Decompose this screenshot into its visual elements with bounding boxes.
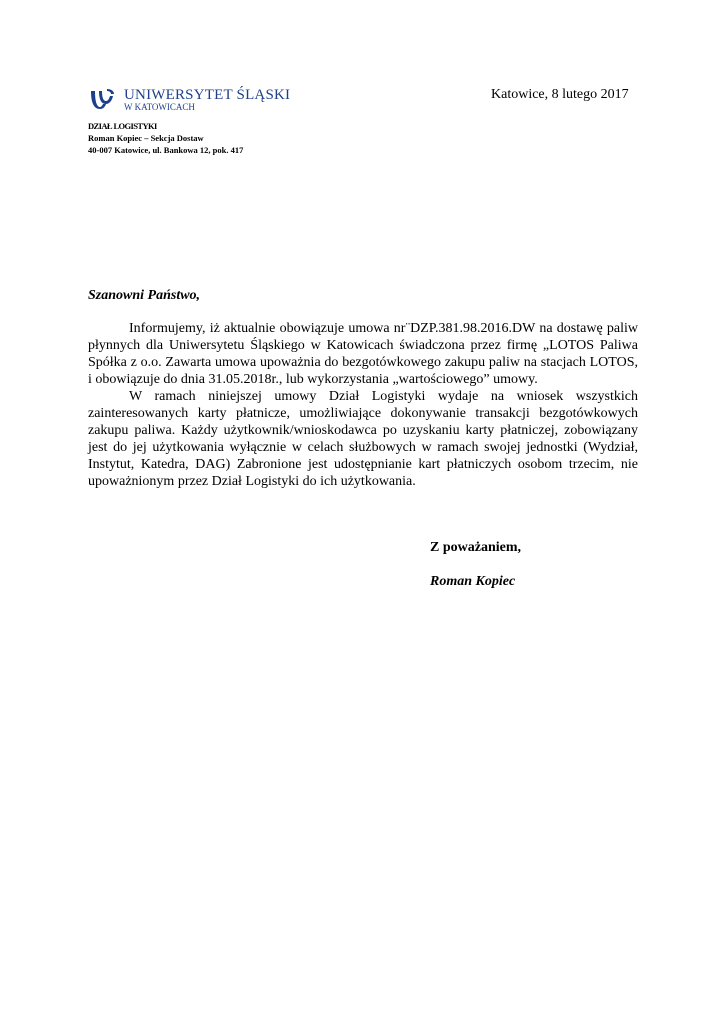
department-address: 40-007 Katowice, ul. Bankowa 12, pok. 417 [88, 145, 244, 155]
department-block [88, 120, 243, 156]
contact-person: Roman Kopiec – Sekcja Dostaw [88, 133, 204, 143]
university-logo [88, 85, 291, 115]
letter-body [88, 320, 638, 490]
university-city: W KATOWICACH [124, 102, 195, 112]
university-emblem-icon [88, 87, 116, 113]
greeting: Szanowni Państwo, [88, 288, 201, 303]
department-name: DZIAŁ LOGISTYKI [88, 121, 157, 131]
closing: Z poważaniem, [430, 540, 521, 555]
signature: Roman Kopiec [430, 574, 516, 589]
body-paragraph: W ramach niniejszej umowy Dział Logistyki wydaje na wniosek wszystkich zainteresowanych karty płatnicze, umożliwiające dokonywanie transakcji bezgotówkowych zakupu paliwa. Każdy użytkownik/wnioskodawca po uzyskaniu karty płatniczej, zobowiązany jest do jej użytkowania wyłącznie w celach służbowych w ramach swojej jednostki (Wydział, Instytut, Katedra, DAG) Zabronione jest udostępnianie kart płatniczych osobom trzecim, nie upoważnionym przez Dział Logistyki do ich użytkowania. [88, 389, 638, 489]
date-line: Katowice, 8 lutego 2017 [491, 87, 629, 102]
university-name: UNIWERSYTET ŚLĄSKI [124, 87, 291, 103]
body-paragraph: Informujemy, iż aktualnie obowiązuje umowa nr¨DZP.381.98.2016.DW na dostawę paliw płynnych dla Uniwersytetu Śląskiego w Katowicach świadczona przez firmę „LOTOS Paliwa Spółka z o.o. Zawarta umowa upoważnia do bezgotówkowego zakupu paliw na stacjach LOTOS, i obowiązuje do dnia 31.05.2018r., lub wykorzystania „wartościowego” umowy. [88, 321, 638, 387]
